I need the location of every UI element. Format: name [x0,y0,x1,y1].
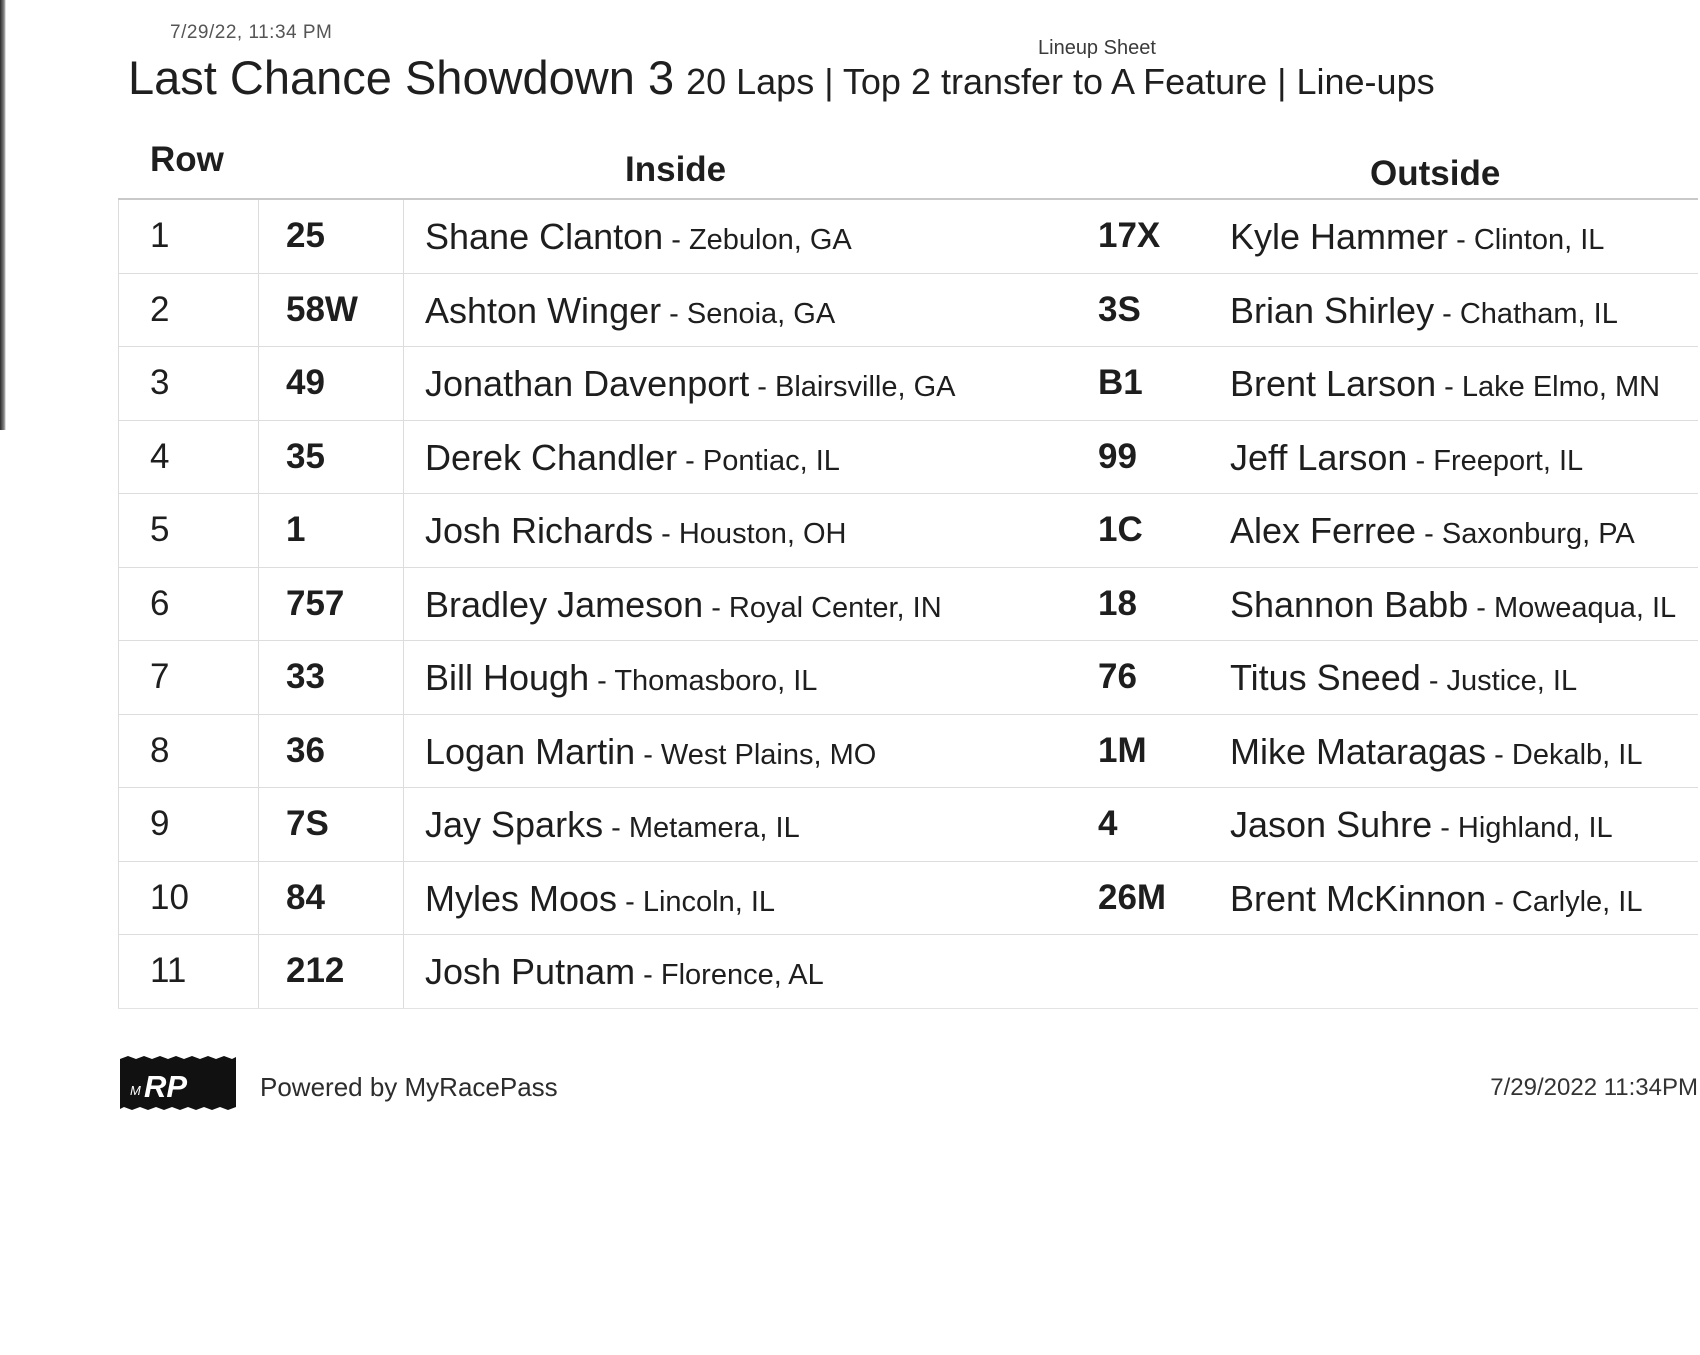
row-number: 9 [150,804,170,843]
inside-car-number: 1 [286,510,306,549]
inside-driver-name: Josh Richards [425,510,654,551]
column-divider [258,347,259,420]
column-divider [118,200,119,273]
column-divider [118,788,119,861]
column-divider [258,715,259,788]
table-row [118,715,1698,789]
column-divider [118,347,119,420]
outside-driver-name: Mike Mataragas [1230,730,1487,772]
table-row [118,274,1698,348]
row-number: 5 [150,510,170,549]
outside-driver-hometown: - Carlyle, IL [1486,885,1643,918]
inside-car-number: 25 [286,216,325,255]
inside-driver-cell [425,216,852,258]
row-number: 7 [150,657,170,696]
row-number: 10 [150,877,189,917]
inside-driver-hometown: - Metamera, IL [603,812,800,844]
outside-car-number: 1C [1098,510,1143,549]
table-row [118,568,1698,642]
inside-car-number: 7S [286,804,329,843]
inside-car-number: 49 [286,363,325,402]
outside-driver-name: Alex Ferree [1230,510,1417,551]
inside-driver-cell [425,510,847,552]
powered-by-text: Powered by MyRacePass [260,1072,558,1102]
inside-driver-hometown: - Senoia, GA [661,297,836,330]
outside-car-number: 17X [1098,216,1161,255]
outside-car-number: 4 [1098,804,1118,843]
column-divider [258,274,259,347]
column-divider [403,421,404,494]
outside-car-number: 18 [1098,583,1137,623]
inside-driver-name: Bradley Jameson [425,583,704,625]
header-outside: Outside [1370,154,1501,193]
outside-driver-cell [1230,804,1613,846]
column-divider [118,568,119,641]
inside-driver-cell [425,290,835,332]
table-row [118,862,1698,936]
row-number: 1 [150,216,170,255]
outside-driver-hometown: - Justice, IL [1420,665,1578,697]
column-divider [258,862,259,935]
row-number: 11 [150,951,187,990]
table-row [118,641,1698,715]
inside-driver-name: Myles Moos [425,877,618,919]
outside-driver-name: Brian Shirley [1230,289,1435,331]
inside-driver-hometown: - Thomasboro, IL [589,665,818,697]
inside-driver-cell [425,731,876,773]
inside-driver-cell [425,437,840,479]
row-number: 4 [150,436,170,476]
inside-driver-cell [425,804,800,846]
inside-driver-cell [425,878,775,920]
column-divider [258,200,259,273]
inside-driver-hometown: - Royal Center, IN [703,591,942,624]
outside-driver-hometown: - Highland, IL [1432,812,1613,844]
inside-driver-name: Josh Putnam [425,951,636,992]
inside-driver-name: Ashton Winger [425,289,662,331]
outside-driver-name: Brent Larson [1230,363,1437,404]
column-divider [403,200,404,273]
outside-driver-hometown: - Dekalb, IL [1486,738,1643,771]
column-divider [258,494,259,567]
inside-driver-hometown: - Zebulon, GA [663,224,852,256]
column-divider [118,421,119,494]
inside-driver-name: Jay Sparks [425,804,604,845]
inside-driver-hometown: - Houston, OH [653,518,847,550]
outside-car-number: 99 [1098,436,1137,476]
outside-driver-cell [1230,510,1635,552]
outside-car-number: 76 [1098,657,1137,696]
inside-car-number: 757 [286,583,345,623]
column-divider [118,935,119,1008]
print-timestamp: 7/29/22, 11:34 PM [170,22,333,43]
table-header [118,128,1698,200]
column-divider [403,788,404,861]
outside-driver-cell [1230,657,1577,699]
table-row [118,788,1698,862]
inside-driver-name: Derek Chandler [425,436,678,478]
page-title [128,50,1435,105]
outside-driver-hometown: - Lake Elmo, MN [1436,371,1661,403]
column-divider [403,568,404,641]
inside-driver-name: Bill Hough [425,657,590,698]
row-number: 3 [150,363,170,402]
lineup-table [118,128,1698,1009]
svg-text:M: M [130,1083,141,1098]
column-divider [118,641,119,714]
inside-driver-hometown: - Florence, AL [635,959,824,991]
table-row [118,935,1698,1009]
inside-car-number: 36 [286,730,325,770]
column-divider [403,862,404,935]
column-divider [258,788,259,861]
inside-car-number: 33 [286,657,325,696]
inside-driver-cell [425,951,824,993]
svg-text:RP: RP [144,1069,188,1104]
inside-car-number: 58W [286,289,358,329]
page-edge-shadow [0,0,6,430]
outside-car-number: B1 [1098,363,1143,402]
header-inside: Inside [625,150,727,189]
outside-driver-cell [1230,216,1604,258]
column-divider [403,494,404,567]
column-divider [118,715,119,788]
outside-driver-hometown: - Saxonburg, PA [1416,518,1635,550]
row-number: 2 [150,289,170,329]
column-divider [403,347,404,420]
outside-driver-hometown: - Clinton, IL [1448,224,1605,256]
column-divider [403,641,404,714]
footer [118,1045,1698,1125]
inside-driver-name: Logan Martin [425,730,636,772]
outside-driver-name: Brent McKinnon [1230,877,1487,919]
column-divider [403,715,404,788]
row-number: 8 [150,730,170,770]
inside-driver-cell [425,363,956,405]
table-row [118,494,1698,568]
outside-driver-cell [1230,878,1642,920]
outside-driver-name: Kyle Hammer [1230,216,1449,257]
inside-driver-hometown: - Pontiac, IL [677,444,840,477]
inside-driver-cell [425,584,942,626]
event-title: Last Chance Showdown 3 [128,51,675,104]
column-divider [403,935,404,1008]
column-divider [118,862,119,935]
column-divider [118,274,119,347]
outside-car-number: 26M [1098,877,1167,917]
outside-driver-hometown: - Chatham, IL [1434,297,1618,330]
header-row: Row [150,140,224,179]
outside-driver-name: Jason Suhre [1230,804,1433,845]
inside-car-number: 212 [286,951,345,990]
outside-driver-cell [1230,363,1660,405]
outside-driver-cell [1230,437,1583,479]
outside-driver-hometown: - Freeport, IL [1407,444,1584,477]
column-divider [258,935,259,1008]
column-divider [118,494,119,567]
inside-driver-hometown: - West Plains, MO [635,738,877,771]
row-number: 6 [150,583,170,623]
table-body [118,200,1698,1009]
table-row [118,421,1698,495]
outside-driver-cell [1230,290,1618,332]
inside-driver-hometown: - Blairsville, GA [749,371,956,403]
outside-car-number: 3S [1098,289,1141,329]
column-divider [258,568,259,641]
outside-driver-name: Titus Sneed [1230,657,1421,698]
column-divider [258,641,259,714]
inside-driver-name: Shane Clanton [425,216,664,257]
outside-driver-cell [1230,584,1676,626]
outside-driver-name: Shannon Babb [1230,583,1469,625]
event-subtitle: 20 Laps | Top 2 transfer to A Feature | Line-ups [686,61,1435,102]
column-divider [403,274,404,347]
table-row [118,347,1698,421]
footer-print-time: 7/29/2022 11:34PM [1490,1074,1698,1101]
inside-driver-hometown: - Lincoln, IL [617,885,776,918]
inside-car-number: 35 [286,436,325,476]
table-row [118,200,1698,274]
column-divider [258,421,259,494]
inside-driver-cell [425,657,817,699]
outside-driver-hometown: - Moweaqua, IL [1468,591,1677,624]
inside-car-number: 84 [286,877,325,917]
inside-driver-name: Jonathan Davenport [425,363,750,404]
sheet-label: Lineup Sheet [1038,37,1156,59]
outside-car-number: 1M [1098,730,1147,770]
outside-driver-cell [1230,731,1642,773]
outside-driver-name: Jeff Larson [1230,436,1408,478]
myracepass-logo [118,1045,238,1118]
